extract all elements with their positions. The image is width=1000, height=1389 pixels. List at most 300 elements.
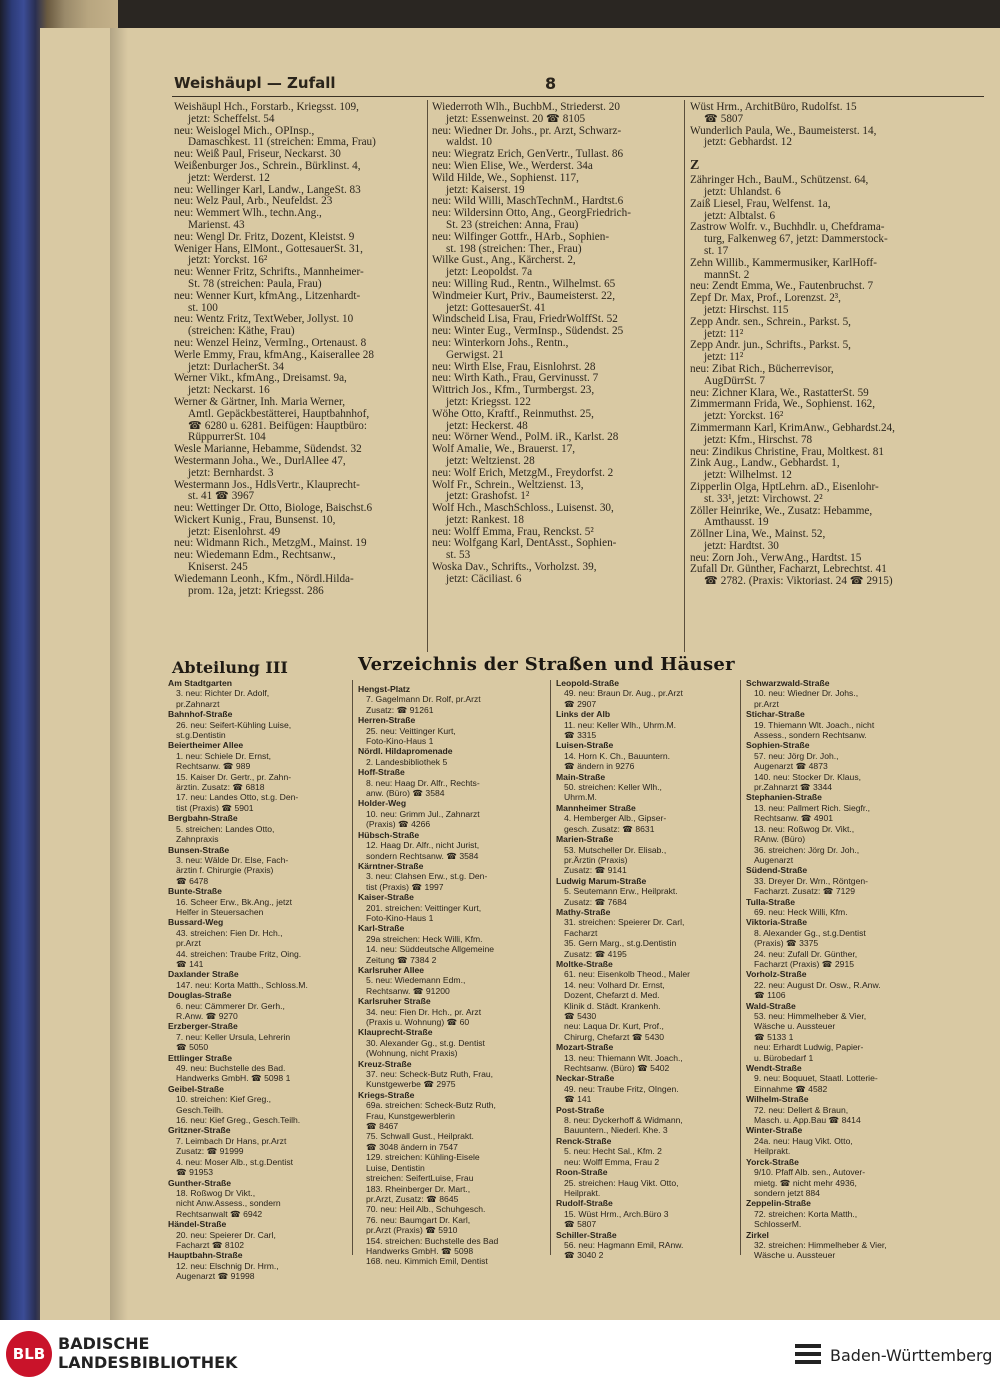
street-entry: sondern jetzt 884 <box>754 1187 820 1198</box>
street-entry: 14. Horn K. Ch., Bauuntern. <box>564 750 671 761</box>
street-name: Kaiser-Straße <box>358 892 414 903</box>
street-entry: sondern Rechtsanw. ☎ 3584 <box>366 850 479 861</box>
directory-entry: Werle Emmy, Frau, kfmAng., Kaiserallee 28 <box>174 348 374 361</box>
street-entry: 8. neu: Haag Dr. Alfr., Rechts- <box>366 777 480 788</box>
street-entry: 49. neu: Traube Fritz, OIngen. <box>564 1083 679 1094</box>
street-entry: 14. neu: Süddeutsche Allgemeine <box>366 944 495 955</box>
street-name: Erzberger-Straße <box>168 1021 238 1032</box>
street-entry: Uhrm.M. <box>564 792 597 803</box>
street-entry: Rechtsanwalt ☎ 6942 <box>176 1208 263 1219</box>
directory-entry: neu: Wild Willi, MaschTechnM., Hardtst.6 <box>432 195 624 208</box>
street-name: Bussard-Weg <box>168 917 224 928</box>
blb-logo[interactable]: BLB <box>6 1331 52 1377</box>
directory-entry: neu: Wellinger Karl, Landw., LangeSt. 83 <box>174 183 361 196</box>
street-name: Stichar-Straße <box>746 709 805 720</box>
street-entry: streichen: SeifertLuise, Frau <box>366 1173 474 1184</box>
directory-entry: neu: Wildersinn Otto, Ang., GeorgFriedrich- <box>432 207 631 220</box>
directory-entry: prom. 12a, jetzt: Kriegsst. 286 <box>188 584 324 597</box>
street-entry: 3. neu: Richter Dr. Adolf, <box>176 688 270 699</box>
state-name[interactable]: Baden-Württemberg <box>830 1346 993 1365</box>
directory-entry: neu: Widmann Rich., MetzgM., Mainst. 19 <box>174 537 367 550</box>
directory-entry: neu: Weislogel Mich., OPInsp., <box>174 124 315 137</box>
street-entry: ☎ 5133 1 <box>754 1031 794 1042</box>
street-name: Kärntner-Straße <box>358 860 424 871</box>
street-entry: 183. Rheinberger Dr. Mart., <box>366 1183 471 1194</box>
directory-entry: neu: Wien Elise, We., Werderst. 34a <box>432 159 593 172</box>
street-entry: mietg. ☎ nicht mehr 4936, <box>754 1177 857 1188</box>
page-number: 8 <box>545 74 557 93</box>
street-entry: Dozent, Chefarzt d. Med. <box>564 990 660 1001</box>
street-name: Gritzner-Straße <box>168 1125 231 1136</box>
street-entry: Facharzt (Praxis) ☎ 2915 <box>754 958 855 969</box>
street-name: Winter-Straße <box>746 1125 803 1136</box>
street-entry: 72. streichen: Korta Matth., <box>754 1208 858 1219</box>
street-name: Luisen-Straße <box>556 740 614 751</box>
street-name: Kriegs-Straße <box>358 1089 415 1100</box>
street-entry: 26. neu: Seifert-Kühling Luise, <box>176 719 292 730</box>
street-entry: Masch. u. App.Bau ☎ 8414 <box>754 1115 861 1126</box>
street-entry: 20. neu: Speierer Dr. Carl, <box>176 1229 276 1240</box>
street-entry: Kunstgewerbe ☎ 2975 <box>366 1079 456 1090</box>
street-entry: 57. neu: Jörg Dr. Joh., <box>754 750 839 761</box>
street-entry: SchlosserM. <box>754 1219 802 1230</box>
street-entry: Zusatz: ☎ 7684 <box>564 896 627 907</box>
directory-entry: Kniserst. 245 <box>188 561 248 574</box>
street-entry: Bauuntern., Niederl. Khe. 3 <box>564 1125 668 1136</box>
street-entry: 24a. neu: Haug Vikt. Otto, <box>754 1135 853 1146</box>
directory-entry: RüppurrerSt. 104 <box>188 431 266 444</box>
directory-entry: jetzt: Essenweinst. 20 ☎ 8105 <box>446 112 586 125</box>
street-entry: 31. streichen: Speierer Dr. Carl, <box>564 917 685 928</box>
directory-entry: jetzt: Yorckst. 16² <box>704 410 784 423</box>
street-entry: ☎ 3048 ändern in 7547 <box>366 1141 458 1152</box>
street-entry: 35. Gern Marg., st.g.Dentistin <box>564 938 677 949</box>
street-entry: 14. neu: Volhard Dr. Ernst, <box>564 979 665 990</box>
directory-entry: neu: Wenner Fritz, Schrifts., Mannheimer- <box>174 266 364 279</box>
street-name: Yorck-Straße <box>746 1156 799 1167</box>
directory-entry: ☎ 6280 u. 6281. Beifügen: Hauptbüro: <box>188 419 367 432</box>
directory-entry: Zaiß Liesel, Frau, Welfenst. 1a, <box>690 197 831 210</box>
street-entry: 5. neu: Hecht Sal., Kfm. 2 <box>564 1146 662 1157</box>
street-entry: 3. neu: Wälde Dr. Else, Fach- <box>176 854 289 865</box>
directory-entry: Weniger Hans, ElMont., GottesauerSt. 31, <box>174 242 363 255</box>
street-entry: Frau, Kunstgewerblerin <box>366 1110 455 1121</box>
running-header-title: Weishäupl — Zufall <box>174 74 336 92</box>
directory-entry: jetzt: Eisenlohrst. 49 <box>188 525 281 538</box>
street-entry: 33. Dreyer Dr. Wrn., Röntgen- <box>754 875 868 886</box>
street-name: Karl-Straße <box>358 923 405 934</box>
street-name: Rudolf-Straße <box>556 1198 613 1209</box>
street-column-1 <box>168 678 348 1282</box>
street-entry: 5. neu: Wiedemann Edm., <box>366 975 466 986</box>
directory-entry: Wüst Hrm., ArchitBüro, Rudolfst. 15 <box>690 101 857 113</box>
street-entry: 25. streichen: Haug Vikt. Otto, <box>564 1177 679 1188</box>
directory-entry: jetzt: Bernhardst. 3 <box>188 466 274 479</box>
directory-entry: Wolf Amalie, We., Brauerst. 17, <box>432 443 576 456</box>
street-name: Neckar-Straße <box>556 1073 615 1084</box>
directory-entry: st. 53 <box>446 549 471 562</box>
street-name: Viktoria-Straße <box>746 917 807 928</box>
street-entry: Zahnpraxis <box>176 834 219 845</box>
directory-entry: Amthausst. 19 <box>704 516 769 529</box>
directory-entry: neu: Zichner Klara, We., RastatterSt. 59 <box>690 386 869 399</box>
street-name: Holder-Weg <box>358 798 407 809</box>
directory-entry: Zepp Andr. sen., Schrein., Parkst. 5, <box>690 315 851 328</box>
library-name-line1: BADISCHE <box>58 1334 150 1353</box>
street-entry: Zusatz: ☎ 9141 <box>564 865 627 876</box>
directory-entry: Marienst. 43 <box>188 218 245 231</box>
directory-entry: Woska Dav., Schrifts., Vorholzst. 39, <box>432 561 597 574</box>
street-entry: 17. neu: Landes Otto, st.g. Den- <box>176 792 299 803</box>
street-entry: gesch. Zusatz: ☎ 8631 <box>564 823 655 834</box>
street-entry: Foto-Kino-Haus 1 <box>366 736 434 747</box>
street-name: Links der Alb <box>556 709 611 720</box>
street-entry: Heilprakt. <box>564 1187 601 1198</box>
street-entry: Wäsche u. Aussteuer <box>754 1250 836 1261</box>
street-entry: 70. neu: Heil Alb., Schuhgesch. <box>366 1204 486 1215</box>
street-entry: Luise, Dentistin <box>366 1162 425 1173</box>
directory-entry: Wittrich Jos., Kfm., Turmbergst. 23, <box>432 384 595 397</box>
street-entry: 34. neu: Fien Dr. Hch., pr. Arzt <box>366 1006 482 1017</box>
street-entry: 7. neu: Keller Ursula, Lehrerin <box>176 1031 291 1042</box>
street-entry: pr.Arzt (Praxis) ☎ 5910 <box>366 1225 458 1236</box>
directory-entry: jetzt: Wilhelmst. 12 <box>704 469 792 482</box>
street-name: Kreuz-Straße <box>358 1058 412 1069</box>
directory-entry: Windscheid Lisa, Frau, FriedrWolffSt. 52 <box>432 313 618 326</box>
directory-entry: neu: Willing Rud., Rentn., Wilhelmst. 65 <box>432 277 616 290</box>
directory-entry: neu: Winterkorn Johs., Rentn., <box>432 336 569 349</box>
street-entry: 140. neu: Stocker Dr. Klaus, <box>754 771 862 782</box>
street-entry: 32. streichen: Himmelheber & Vier, <box>754 1239 887 1250</box>
street-entry: Augenarzt <box>754 854 794 865</box>
street-entry: st.g.Dentistin <box>176 730 226 741</box>
street-entry: ☎ ändern in 9276 <box>564 761 635 772</box>
street-entry: Heilprakt. <box>754 1146 791 1157</box>
directory-entry: neu: Wenner Kurt, kfmAng., Litzenhardt- <box>174 289 361 302</box>
directory-column-2 <box>432 102 680 586</box>
directory-entry: neu: Wolf Erich, MetzgM., Freydorfst. 2 <box>432 466 614 479</box>
street-name: Klauprecht-Straße <box>358 1027 433 1038</box>
street-name: Am Stadtgarten <box>168 678 232 688</box>
street-entry: 72. neu: Dellert & Braun, <box>754 1104 849 1115</box>
street-name: Südend-Straße <box>746 865 808 876</box>
directory-entry: jetzt: Gebhardst. 12 <box>704 136 792 149</box>
directory-entry: Gerwigst. 21 <box>446 348 504 361</box>
directory-entry: Zöllner Lina, We., Mainst. 52, <box>690 528 826 541</box>
street-name: Wendt-Straße <box>746 1063 802 1074</box>
street-entry: neu: Wolff Emma, Frau 2 <box>564 1156 660 1167</box>
street-entry: 69a. streichen: Scheck-Butz Ruth, <box>366 1100 496 1111</box>
street-entry: 10. neu: Wiedner Dr. Johs., <box>754 688 859 699</box>
street-name: Ettlinger Straße <box>168 1052 232 1063</box>
street-entry: 147. neu: Korta Matth., Schloss.M. <box>176 979 308 990</box>
directory-entry: Zink Aug., Landw., Gebhardst. 1, <box>690 457 840 470</box>
street-name: Vorholz-Straße <box>746 969 807 980</box>
directory-entry: st. 41 ☎ 3967 <box>188 490 255 503</box>
street-entry: anw. (Büro) ☎ 3584 <box>366 788 445 799</box>
street-entry: RAnw. (Büro) <box>754 834 806 845</box>
directory-entry: st. 33¹, jetzt: Virchowst. 2² <box>704 492 823 505</box>
street-entry: (Praxis u. Wohnung) ☎ 60 <box>366 1017 470 1027</box>
directory-entry: Zastrow Wolfr. v., Buchhdlr. u, Chefdrama- <box>690 221 885 234</box>
street-name: Gunther-Straße <box>168 1177 232 1188</box>
directory-entry: jetzt: Heckerst. 48 <box>446 419 528 432</box>
street-column-2 <box>358 684 544 1267</box>
directory-entry: Wiederroth Wlh., BuchbM., Striederst. 20 <box>432 101 620 113</box>
street-entry: 154. streichen: Buchstelle des Bad <box>366 1235 499 1246</box>
street-entry: pr.Ärztin (Praxis) <box>564 854 628 865</box>
street-entry: 11. neu: Keller Wlh., Uhrm.M. <box>564 719 677 730</box>
directory-entry: neu: Zendt Emma, We., Fautenbruchst. 7 <box>690 280 874 293</box>
street-name: Bunsen-Straße <box>168 844 230 855</box>
street-name: Geibel-Straße <box>168 1083 224 1094</box>
street-entry: Einnahme ☎ 4582 <box>754 1083 828 1094</box>
street-entry: 16. Scheer Erw., Bk.Ang., jetzt <box>176 896 293 907</box>
street-name: Douglas-Straße <box>168 990 232 1001</box>
directory-entry: Windmeier Kurt, Priv., Baumeisterst. 22, <box>432 289 616 302</box>
directory-entry: neu: Wiedemann Edm., Rechtsanw., <box>174 549 336 562</box>
directory-entry: jetzt: Weltzienst. 28 <box>446 454 535 467</box>
street-entry: neu: Laqua Dr. Kurt, Prof., <box>564 1021 664 1032</box>
directory-entry: (streichen: Käthe, Frau) <box>188 325 295 338</box>
street-entry: 61. neu: Eisenkolb Theod., Maler <box>564 969 690 980</box>
street-entry: pr.Arzt <box>176 938 201 949</box>
street-entry: 3. neu: Clahsen Erw., st.g. Den- <box>366 871 488 882</box>
street-entry: Augenarzt ☎ 91998 <box>176 1271 255 1282</box>
street-name: Main-Straße <box>556 771 606 782</box>
street-entry: 4. neu: Moser Alb., st.g.Dentist <box>176 1156 294 1167</box>
street-entry: Facharzt <box>564 927 598 938</box>
street-entry: pr.Zahnarzt <box>176 698 220 709</box>
street-column-3 <box>556 678 736 1261</box>
street-entry: ☎ 2907 <box>564 698 597 709</box>
directory-entry: neu: Wilfinger Gottfr., HArb., Sophien- <box>432 230 610 243</box>
street-name: Karlsruher Allee <box>358 964 425 975</box>
directory-entry: neu: Wörner Wend., PolM. iR., Karlst. 28 <box>432 431 619 444</box>
directory-entry: jetzt: Kfm., Hirschst. 78 <box>704 433 813 446</box>
directory-entry: Damaschkest. 11 (streichen: Emma, Frau) <box>188 136 376 149</box>
directory-entry: jetzt: Hirschst. 115 <box>704 303 789 316</box>
street-entry: ärztin f. Chirurgie (Praxis) <box>176 865 274 876</box>
street-name: Schiller-Straße <box>556 1229 617 1240</box>
street-entry: 24. neu: Zufall Dr. Günther, <box>754 948 858 959</box>
street-entry: 53. Mutscheller Dr. Elisab., <box>564 844 667 855</box>
street-entry: ☎ 141 <box>564 1094 592 1105</box>
street-name: Wald-Straße <box>746 1000 796 1011</box>
street-entry: Wäsche u. Aussteuer <box>754 1021 836 1032</box>
street-entry: 25. neu: Veittinger Kurt, <box>366 725 456 736</box>
directory-entry: jetzt: Cäciliast. 6 <box>446 572 522 585</box>
street-entry: (Wohnung, nicht Praxis) <box>366 1048 458 1059</box>
street-name: Hoff-Straße <box>358 767 405 778</box>
directory-entry: turg, Falkenweg 67, jetzt: Dammerstock- <box>704 233 888 246</box>
directory-entry: Wöhe Otto, Kraftf., Reinmuthst. 25, <box>432 407 594 420</box>
column-divider <box>740 680 741 1255</box>
street-name: Herren-Straße <box>358 715 416 726</box>
directory-entry: jetzt: Scheffelst. 54 <box>188 112 275 125</box>
directory-entry: neu: Wentz Fritz, TextWeber, Jollyst. 10 <box>174 313 354 326</box>
directory-entry: Wolf Hch., MaschSchloss., Luisenst. 30, <box>432 502 614 515</box>
street-entry: 9/10. Pfaff Alb. sen., Autover- <box>754 1167 866 1178</box>
directory-entry: Zimmermann Karl, KrimAnw., Gebhardst.24, <box>690 421 895 434</box>
street-entry: 49. neu: Braun Dr. Aug., pr.Arzt <box>564 688 683 699</box>
library-name[interactable] <box>58 1334 237 1372</box>
street-entry: tist (Praxis) ☎ 5901 <box>176 802 254 813</box>
directory-entry: neu: Wiedner Dr. Johs., pr. Arzt, Schwarz- <box>432 124 622 137</box>
street-name: Stephanien-Straße <box>746 792 822 803</box>
directory-entry: ☎ 2782. (Praxis: Viktoriast. 24 ☎ 2915) <box>704 575 893 588</box>
street-entry: Augenarzt ☎ 4873 <box>754 761 828 772</box>
street-column-4 <box>746 678 936 1261</box>
directory-entry: Zufall Dr. Günther, Facharzt, Lebrechtst. 41 <box>690 563 887 576</box>
street-entry: 10. neu: Grimm Jul., Zahnarzt <box>366 808 480 819</box>
directory-entry: St. 78 (streichen: Paula, Frau) <box>188 277 322 290</box>
street-entry: 56. neu: Hagmann Emil, RAnw. <box>564 1239 684 1250</box>
street-name: Schwarzwald-Straße <box>746 678 830 688</box>
directory-entry: ☎ 5807 <box>704 112 744 125</box>
street-name: Moltke-Straße <box>556 958 613 969</box>
street-entry: ärztin. Zusatz: ☎ 6818 <box>176 782 265 793</box>
street-entry: Klinik d. Städt. Krankenh. <box>564 1000 661 1011</box>
column-divider <box>684 100 685 652</box>
street-entry: 15. Wüst Hrm., Arch.Büro 3 <box>564 1208 669 1219</box>
street-entry: 29a streichen: Heck Willi, Kfm. <box>366 933 483 944</box>
directory-entry: jetzt: 11² <box>704 327 744 340</box>
column-divider <box>427 100 428 652</box>
directory-entry: jetzt: Grashofst. 1² <box>446 490 530 503</box>
street-entry: 8. Alexander Gg., st.g.Dentist <box>754 927 866 938</box>
street-entry: 36. streichen: Jörg Dr. Joh., <box>754 844 860 855</box>
street-entry: 5. Seutemann Erw., Heilprakt. <box>564 886 678 897</box>
street-entry: 44. streichen: Traube Fritz, Oing. <box>176 948 302 959</box>
directory-entry: neu: Winter Eug., VermInsp., Südendst. 25 <box>432 325 624 338</box>
directory-entry: Zimmermann Frida, We., Sophienst. 162, <box>690 398 876 411</box>
letter-heading: Z <box>690 158 700 174</box>
directory-entry: neu: Zindikus Christine, Frau, Moltkest. 81 <box>690 445 884 458</box>
directory-entry: st. 198 (streichen: Ther., Frau) <box>446 242 582 255</box>
directory-entry: jetzt: Rankest. 18 <box>446 513 524 526</box>
directory-entry: neu: Welz Paul, Arb., Neufeldst. 23 <box>174 195 333 208</box>
directory-entry: Wunderlich Paula, We., Baumeisterst. 14, <box>690 124 877 137</box>
directory-entry: waldst. 10 <box>446 136 492 149</box>
street-entry: 12. Haag Dr. Alfr., nicht Jurist, <box>366 840 480 851</box>
directory-entry: Amtl. Gepäckbestätterei, Hauptbahnhof, <box>188 407 370 420</box>
street-entry: (Praxis) ☎ 3375 <box>754 938 819 949</box>
section-heading: Abteilung III <box>172 658 288 677</box>
directory-entry: neu: Wettinger Dr. Otto, Biologe, Baischst.6 <box>174 502 373 515</box>
directory-entry: jetzt: DurlacherSt. 34 <box>188 360 284 373</box>
street-entry: pr.Arzt <box>754 698 779 709</box>
directory-entry: jetzt: Uhlandst. 6 <box>704 185 781 198</box>
street-entry: 22. neu: August Dr. Osw., R.Anw. <box>754 979 881 990</box>
directory-column-3 <box>690 102 982 588</box>
street-name: Beiertheimer Allee <box>168 740 244 751</box>
street-entry: Assess., sondern Rechtsanw. <box>754 730 867 741</box>
directory-entry: St. 23 (streichen: Anna, Frau) <box>446 218 579 231</box>
street-entry: u. Bürobedarf 1 <box>754 1052 814 1063</box>
directory-entry: Weishäupl Hch., Forstarb., Kriegsst. 109, <box>174 101 359 113</box>
directory-entry: Wolf Fr., Schrein., Weltzienst. 13, <box>432 478 584 491</box>
street-entry: Handwerks GmbH. ☎ 5098 1 <box>176 1073 291 1084</box>
street-entry: tist (Praxis) ☎ 1997 <box>366 881 444 892</box>
directory-entry: neu: Wolff Emma, Frau, Renckst. 5² <box>432 525 594 538</box>
street-entry: 12. neu: Elschnig Dr. Hrm., <box>176 1260 279 1271</box>
street-entry: Rechtsanw. ☎ 4901 <box>754 813 834 824</box>
street-entry: Rechtsanw. ☎ 989 <box>176 761 251 772</box>
directory-entry: Wilke Gust., Ang., Kärcherst. 2, <box>432 254 576 267</box>
street-entry: ☎ 5807 <box>564 1219 597 1230</box>
street-entry: 49. neu: Buchstelle des Bad. <box>176 1063 286 1074</box>
street-entry: 8. neu: Dyckerhoff & Widmann, <box>564 1115 683 1126</box>
street-name: Bergbahn-Straße <box>168 813 238 824</box>
street-entry: 10. streichen: Kief Greg., <box>176 1094 272 1105</box>
directory-entry: jetzt: Kriegsst. 122 <box>446 395 531 408</box>
directory-entry: jetzt: Albtalst. 6 <box>704 209 776 222</box>
street-entry: 76. neu: Baumgart Dr. Karl, <box>366 1214 471 1225</box>
street-name: Bahnhof-Straße <box>168 709 233 720</box>
directory-entry: AugDürrSt. 7 <box>704 374 765 387</box>
street-entry: ☎ 8467 <box>366 1121 399 1132</box>
street-entry: R.Anw. ☎ 9270 <box>176 1011 238 1021</box>
directory-entry: Zepf Dr. Max, Prof., Lorenzst. 2³, <box>690 292 841 305</box>
street-entry: ☎ 141 <box>176 958 204 969</box>
street-entry: Facharzt ☎ 8102 <box>176 1239 245 1250</box>
directory-entry: Zähringer Hch., BauM., Schützenst. 64, <box>690 174 869 187</box>
street-name: Marien-Straße <box>556 834 614 845</box>
library-name-line2: LANDESBIBLIOTHEK <box>58 1353 238 1372</box>
directory-entry: jetzt: Leopoldst. 7a <box>446 266 533 279</box>
footer-bar <box>0 1320 1000 1389</box>
street-name: Renck-Straße <box>556 1135 612 1146</box>
street-entry: 43. streichen: Fien Dr. Hch., <box>176 927 283 938</box>
street-name: Roon-Straße <box>556 1167 608 1178</box>
street-entry: 7. Leimbach Dr Hans, pr.Arzt <box>176 1135 287 1146</box>
directory-entry: neu: Wolfgang Karl, DentAsst., Sophien- <box>432 537 617 550</box>
directory-column-1 <box>174 102 420 597</box>
street-entry: Zusatz: ☎ 4195 <box>564 948 627 959</box>
directory-entry: Zehn Willib., Kammermusiker, KarlHoff- <box>690 256 877 269</box>
street-name: Mannheimer Straße <box>556 802 636 813</box>
street-entry: 5. streichen: Landes Otto, <box>176 823 275 834</box>
street-entry: 2. Landesbibliothek 5 <box>366 756 448 767</box>
header-rule <box>172 96 984 97</box>
street-entry: Chirurg, Chefarzt ☎ 5430 <box>564 1031 665 1042</box>
directory-entry: jetzt: Werderst. 12 <box>188 171 270 184</box>
street-entry: Gesch.Teilh. <box>176 1104 224 1115</box>
street-name: Mozart-Straße <box>556 1042 614 1053</box>
street-entry: 13. neu: Thiemann Wlt. Joach., <box>564 1052 683 1063</box>
directory-entry: neu: Weiß Paul, Friseur, Neckarst. 30 <box>174 148 341 161</box>
street-name: Post-Straße <box>556 1104 605 1115</box>
street-entry: ☎ 1106 <box>754 990 786 1001</box>
street-entry: 75. Schwall Gust., Heilprakt. <box>366 1131 474 1142</box>
street-entry: neu: Erhardt Ludwig, Papier- <box>754 1042 864 1053</box>
street-name: Karlsruher Straße <box>358 996 431 1007</box>
street-name: Hengst-Platz <box>358 684 411 694</box>
street-entry: Rechtsanw. (Büro) ☎ 5402 <box>564 1063 670 1074</box>
directory-entry: jetzt: Kaiserst. 19 <box>446 183 525 196</box>
directory-entry: neu: Wengl Dr. Fritz, Dozent, Kleistst. 9 <box>174 230 355 243</box>
street-entry: 129. streichen: Kühling-Eisele <box>366 1152 480 1163</box>
street-entry: Rechtsanw. ☎ 91200 <box>366 985 450 996</box>
street-entry: pr.Zahnarzt ☎ 3344 <box>754 782 833 793</box>
directory-entry: neu: Zorn Joh., VerwAng., Hardtst. 15 <box>690 551 862 564</box>
street-name: Mathy-Straße <box>556 906 611 917</box>
street-entry: 201. streichen: Veittinger Kurt, <box>366 902 482 913</box>
street-entry: 13. neu: Roßwog Dr. Vikt., <box>754 823 855 834</box>
street-entry: 9. neu: Boquuet, Staatl. Lotterie- <box>754 1073 878 1084</box>
street-entry: 19. Thiemann Wlt. Joach., nicht <box>754 719 875 730</box>
